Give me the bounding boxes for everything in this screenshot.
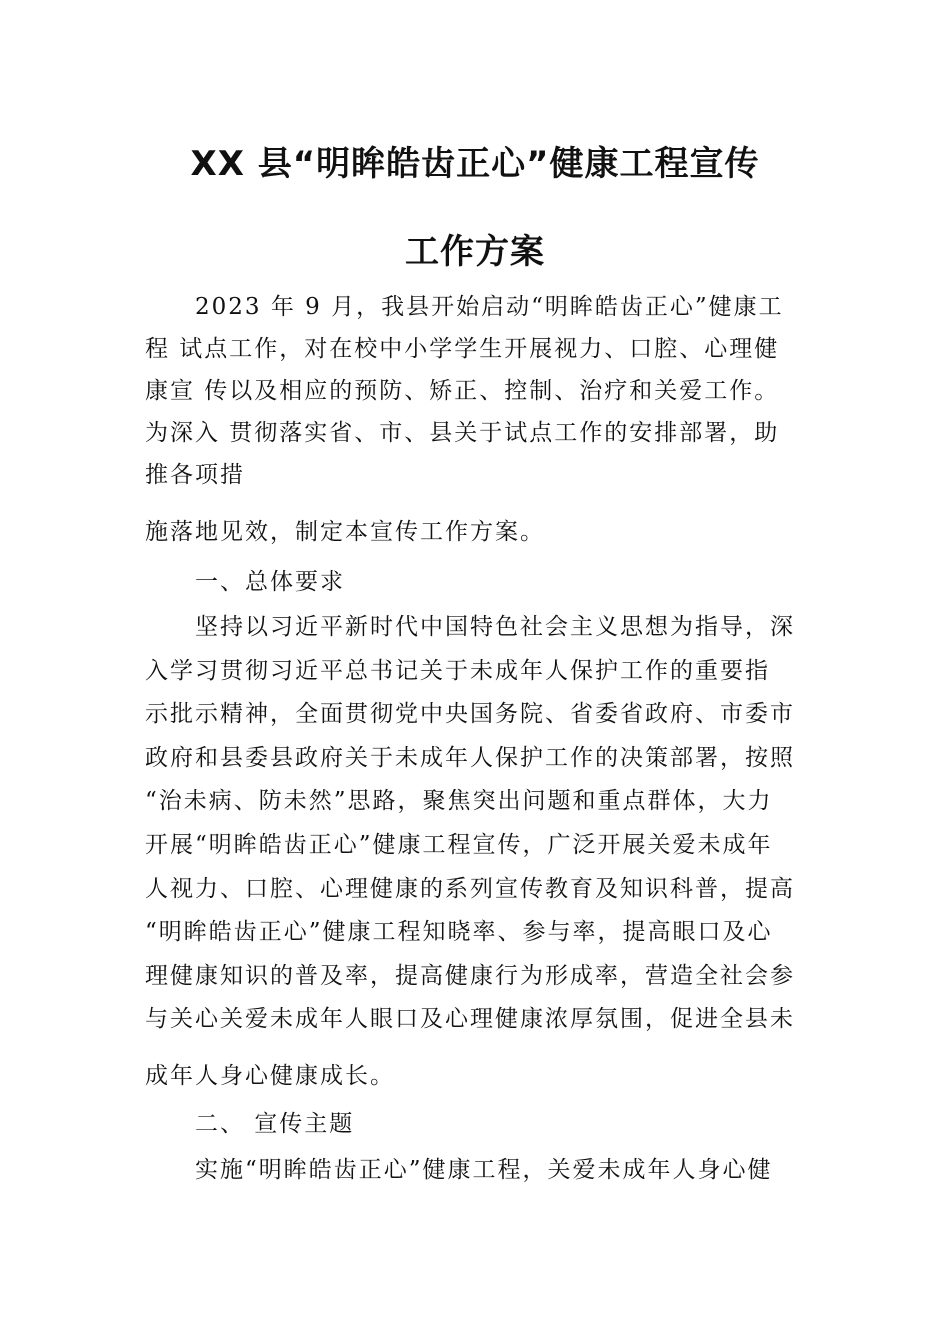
paragraph-line: 康宣 传以及相应的预防、矫正、控制、治疗和关爱工作。	[145, 378, 780, 404]
document-title-line-1: XX 县“明眸皓齿正心”健康工程宣传	[190, 144, 760, 184]
section-heading-text: 一、总体要求	[195, 569, 345, 595]
paragraph-line: 2023 年 9 月，我县开始启动“明眸皓齿正心”健康工	[195, 294, 784, 320]
section-heading-1	[145, 560, 805, 604]
paragraph-line: 施落地见效，制定本宣传工作方案。	[145, 519, 545, 545]
intro-continuation	[145, 510, 805, 554]
paragraph-line: 实施“明眸皓齿正心”健康工程，关爱未成年人身心健	[195, 1157, 773, 1183]
paragraph-line: 坚持以习近平新时代中国特色社会主义思想为指导，深	[195, 614, 795, 640]
document-title-line-2: 工作方案	[405, 232, 545, 272]
paragraph-line: 理健康知识的普及率，提高健康行为形成率，营造全社会参	[145, 962, 795, 989]
paragraph-line: 示批示精神，全面贯彻党中央国务院、省委省政府、市委市	[145, 701, 795, 728]
paragraph-line: “治未病、防未然”思路，聚焦突出问题和重点群体，大力	[145, 788, 773, 815]
intro-paragraph	[145, 286, 805, 496]
paragraph-line: 与关心关爱未成年人眼口及心理健康浓厚氛围，促进全县未	[145, 1006, 795, 1033]
paragraph-line: 程 试点工作，对在校中小学学生开展视力、口腔、心理健	[145, 336, 780, 362]
paragraph-line: “明眸皓齿正心”健康工程知晓率、参与率，提高眼口及心	[145, 919, 773, 946]
paragraph-line: 为深入 贯彻落实省、市、县关于试点工作的安排部署，助	[145, 420, 780, 446]
paragraph-line: 成年人身心健康成长。	[145, 1063, 395, 1089]
paragraph-line: 开展“明眸皓齿正心”健康工程宣传，广泛开展关爱未成年	[145, 831, 773, 858]
section-heading-text: 二、 宣传主题	[195, 1111, 355, 1137]
paragraph-line: 入学习贯彻习近平总书记关于未成年人保护工作的重要指	[145, 657, 770, 684]
paragraph-line: 人视力、口腔、心理健康的系列宣传教育及知识科普，提高	[145, 875, 795, 902]
section-2-paragraph	[145, 1148, 805, 1192]
paragraph-line: 推各项措	[145, 462, 245, 488]
section-1-continuation	[145, 1054, 805, 1098]
section-1-paragraph	[145, 606, 805, 1042]
section-heading-2	[145, 1102, 805, 1146]
paragraph-line: 政府和县委县政府关于未成年人保护工作的决策部署，按照	[145, 744, 795, 771]
